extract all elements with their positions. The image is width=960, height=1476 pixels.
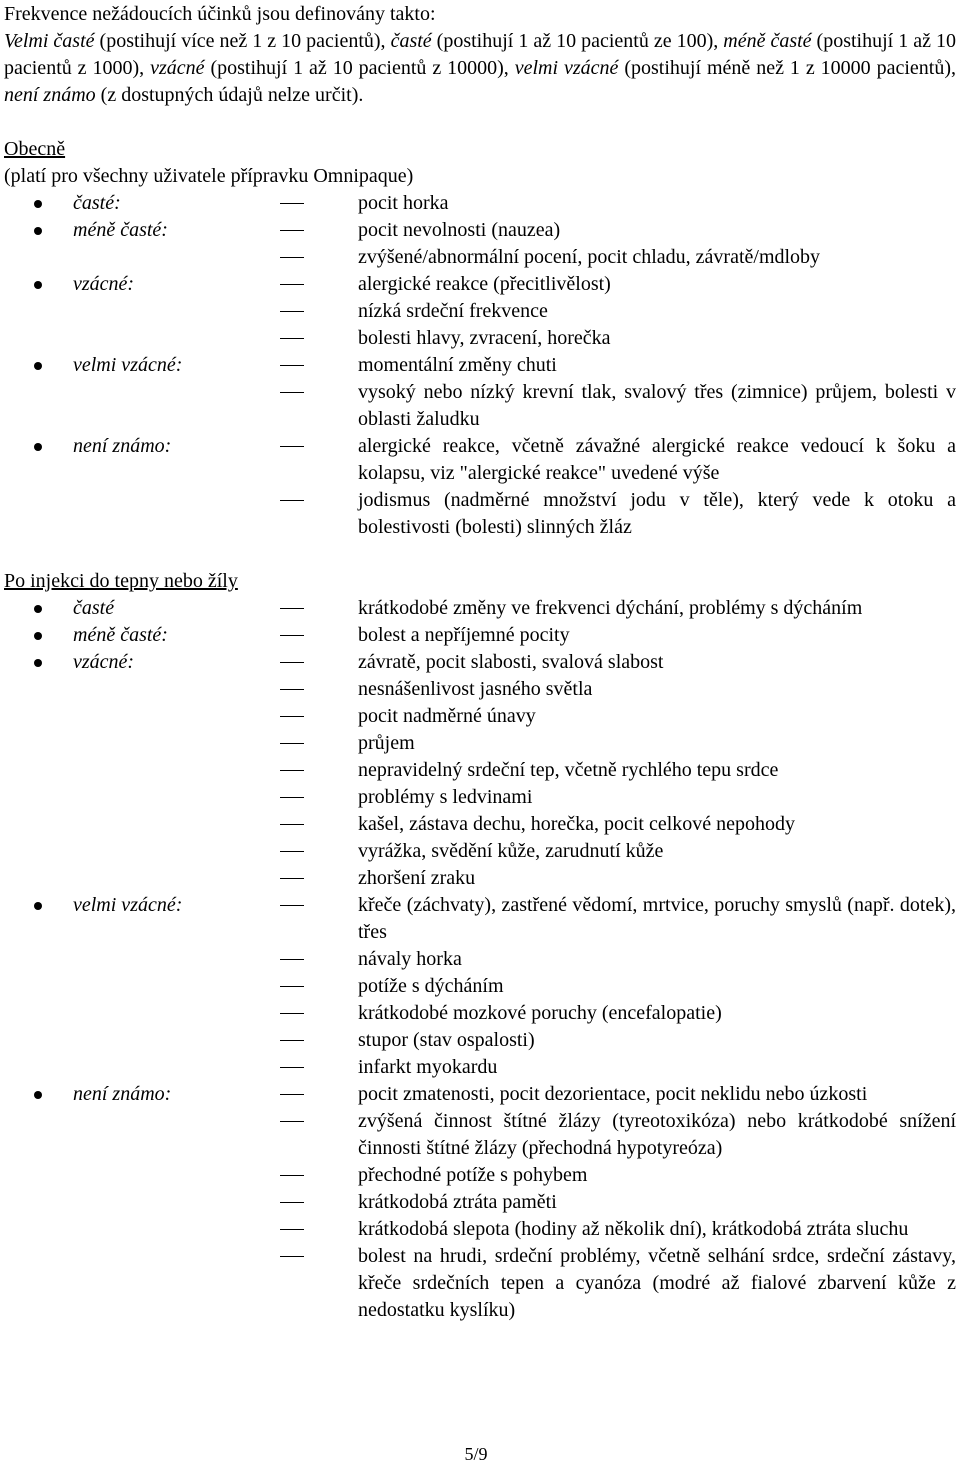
section-heading: Obecně (4, 138, 66, 160)
side-effect-text: potíže s dýcháním (358, 975, 504, 997)
side-effect-sections (4, 136, 956, 1324)
side-effect-text: problémy s ledvinami (358, 786, 533, 808)
document-page (4, 0, 956, 1324)
dash-icon (280, 1013, 304, 1014)
dash-icon (280, 257, 304, 258)
frequency-label: velmi vzácné: (73, 354, 183, 376)
bullet-icon (34, 200, 42, 208)
term-rare: vzácné (150, 57, 205, 79)
section-gap (4, 541, 956, 568)
term-common-desc: (postihují 1 až 10 pacientů ze 100), (431, 30, 724, 52)
dash-icon (280, 1175, 304, 1176)
side-effect-text: zvýšené/abnormální pocení, pocit chladu, závratě/mdloby (358, 246, 821, 268)
side-effect-row (4, 1162, 956, 1189)
side-effect-text: pocit horka (358, 192, 449, 214)
section-note: (platí pro všechny uživatele přípravku Omnipaque) (4, 165, 414, 187)
side-effect-text: pocit nevolnosti (nauzea) (358, 219, 561, 241)
dash-icon (280, 959, 304, 960)
side-effect-text: krátkodobá ztráta paměti (358, 1191, 557, 1213)
side-effect-row (4, 325, 956, 352)
side-effect-text: zhoršení zraku (358, 867, 476, 889)
bullet-icon (34, 362, 42, 370)
dash-icon (280, 392, 304, 393)
dash-icon (280, 1040, 304, 1041)
side-effect-text: krátkodobé změny ve frekvenci dýchání, problémy s dýcháním (358, 597, 863, 619)
side-effect-row (4, 1081, 956, 1108)
side-effect-row (4, 352, 956, 379)
side-effect-text: stupor (stav ospalosti) (358, 1029, 535, 1051)
side-effect-row (4, 811, 956, 838)
frequency-label: velmi vzácné: (73, 894, 183, 916)
frequency-label: není známo: (73, 1083, 172, 1105)
bullet-icon (34, 605, 42, 613)
side-effect-text: zvýšená činnost štítné žlázy (tyreotoxikóza) nebo krátkodobé snížení činnosti štítné žlázy (přechodná hypotyreóza) (358, 1110, 956, 1159)
dash-icon (280, 905, 304, 906)
side-effect-row (4, 487, 956, 541)
dash-icon (280, 635, 304, 636)
side-effect-text: kašel, zástava dechu, horečka, pocit celkové nepohody (358, 813, 796, 835)
term-very-rare-desc: (postihují méně než 1 z 10000 pacientů), (618, 57, 957, 79)
term-not-known-desc: (z dostupných údajů nelze určit). (95, 84, 364, 106)
frequency-label: časté (73, 597, 115, 619)
term-uncommon: méně časté (723, 30, 812, 52)
bullet-icon (34, 659, 42, 667)
side-effect-row (4, 1216, 956, 1243)
frequency-label: není známo: (73, 435, 172, 457)
term-very-common-desc: (postihují více než 1 z 10 pacientů), (94, 30, 391, 52)
side-effect-text: alergické reakce, včetně závažné alergické reakce vedoucí k šoku a kolapsu, viz "alergické reakce" uvedené výše (358, 435, 956, 484)
dash-icon (280, 986, 304, 987)
side-effect-row (4, 649, 956, 676)
dash-icon (280, 797, 304, 798)
page-number: 5/9 (464, 1444, 488, 1464)
dash-icon (280, 824, 304, 825)
bullet-icon (34, 902, 42, 910)
side-effect-row (4, 244, 956, 271)
side-effect-row (4, 298, 956, 325)
dash-icon (280, 878, 304, 879)
side-effect-row (4, 1189, 956, 1216)
definitions-title: Frekvence nežádoucích účinků jsou definovány takto: (4, 3, 436, 25)
side-effect-text: nízká srdeční frekvence (358, 300, 548, 322)
dash-icon (280, 608, 304, 609)
side-effect-text: návaly horka (358, 948, 462, 970)
side-effect-row (4, 1243, 956, 1324)
side-effect-row (4, 703, 956, 730)
side-effect-row (4, 1108, 956, 1162)
dash-icon (280, 311, 304, 312)
side-effect-text: krátkodobá slepota (hodiny až několik dní), krátkodobá ztráta sluchu (358, 1218, 909, 1240)
dash-icon (280, 284, 304, 285)
dash-icon (280, 716, 304, 717)
side-effect-text: nesnášenlivost jasného světla (358, 678, 593, 700)
dash-icon (280, 230, 304, 231)
side-effect-row (4, 1027, 956, 1054)
side-effect-row (4, 622, 956, 649)
section-heading: Po injekci do tepny nebo žíly (4, 570, 238, 592)
section (4, 136, 956, 541)
side-effect-text: vyrážka, svědění kůže, zarudnutí kůže (358, 840, 664, 862)
bullet-icon (34, 227, 42, 235)
side-effect-row (4, 1000, 956, 1027)
dash-icon (280, 662, 304, 663)
side-effect-row (4, 757, 956, 784)
term-very-common: Velmi časté (4, 30, 95, 52)
side-effect-text: křeče (záchvaty), zastřené vědomí, mrtvice, poruchy smyslů (např. dotek), třes (358, 894, 956, 943)
side-effect-row (4, 838, 956, 865)
side-effect-row (4, 379, 956, 433)
bullet-icon (34, 281, 42, 289)
dash-icon (280, 770, 304, 771)
term-not-known: není známo (4, 84, 96, 106)
dash-icon (280, 851, 304, 852)
dash-icon (280, 365, 304, 366)
dash-icon (280, 743, 304, 744)
dash-icon (280, 1256, 304, 1257)
side-effect-row (4, 892, 956, 946)
side-effect-row (4, 784, 956, 811)
side-effect-row (4, 946, 956, 973)
side-effect-row (4, 973, 956, 1000)
bullet-icon (34, 1091, 42, 1099)
dash-icon (280, 689, 304, 690)
dash-icon (280, 203, 304, 204)
dash-icon (280, 446, 304, 447)
dash-icon (280, 1202, 304, 1203)
side-effect-row (4, 1054, 956, 1081)
side-effect-row (4, 190, 956, 217)
side-effect-row (4, 271, 956, 298)
side-effect-text: nepravidelný srdeční tep, včetně rychlého tepu srdce (358, 759, 779, 781)
side-effect-text: pocit nadměrné únavy (358, 705, 536, 727)
frequency-label: vzácné: (73, 651, 135, 673)
side-effect-text: infarkt myokardu (358, 1056, 498, 1078)
dash-icon (280, 1229, 304, 1230)
side-effect-row (4, 433, 956, 487)
bullet-icon (34, 632, 42, 640)
term-very-rare: velmi vzácné (514, 57, 619, 79)
side-effect-text: závratě, pocit slabosti, svalová slabost (358, 651, 664, 673)
frequency-definitions (4, 0, 956, 109)
dash-icon (280, 1094, 304, 1095)
dash-icon (280, 500, 304, 501)
side-effect-row (4, 676, 956, 703)
side-effect-text: vysoký nebo nízký krevní tlak, svalový třes (zimnice) průjem, bolesti v oblasti žaludku (358, 381, 956, 430)
side-effect-row (4, 730, 956, 757)
term-uncommon-desc: (postihují 1 až 10 pacientů z 1000), (4, 30, 956, 79)
side-effect-row (4, 595, 956, 622)
dash-icon (280, 338, 304, 339)
side-effect-text: průjem (358, 732, 415, 754)
definitions-body (4, 28, 956, 109)
side-effect-text: pocit zmatenosti, pocit dezorientace, pocit neklidu nebo úzkosti (358, 1083, 868, 1105)
bullet-icon (34, 443, 42, 451)
frequency-label: méně časté: (73, 624, 168, 646)
side-effect-row (4, 865, 956, 892)
side-effect-text: alergické reakce (přecitlivělost) (358, 273, 611, 295)
side-effect-text: momentální změny chuti (358, 354, 557, 376)
side-effect-text: krátkodobé mozkové poruchy (encefalopatie) (358, 1002, 722, 1024)
term-rare-desc: (postihují 1 až 10 pacientů z 10000), (204, 57, 515, 79)
side-effect-text: bolest na hrudi, srdeční problémy, včetně selhání srdce, srdeční zástavy, křeče srdečních tepen a cyanóza (modré až fialové zbarvení kůže z nedostatku kyslíku) (358, 1245, 956, 1321)
frequency-label: méně časté: (73, 219, 168, 241)
dash-icon (280, 1067, 304, 1068)
side-effect-text: bolest a nepříjemné pocity (358, 624, 570, 646)
side-effect-text: bolesti hlavy, zvracení, horečka (358, 327, 611, 349)
dash-icon (280, 1121, 304, 1122)
term-common: časté (390, 30, 432, 52)
side-effect-text: přechodné potíže s pohybem (358, 1164, 588, 1186)
side-effect-row (4, 217, 956, 244)
frequency-label: vzácné: (73, 273, 135, 295)
side-effect-text: jodismus (nadměrné množství jodu v těle), který vede k otoku a bolestivosti (bolesti) slinných žláz (358, 489, 956, 538)
section (4, 568, 956, 1324)
frequency-label: časté: (73, 192, 121, 214)
